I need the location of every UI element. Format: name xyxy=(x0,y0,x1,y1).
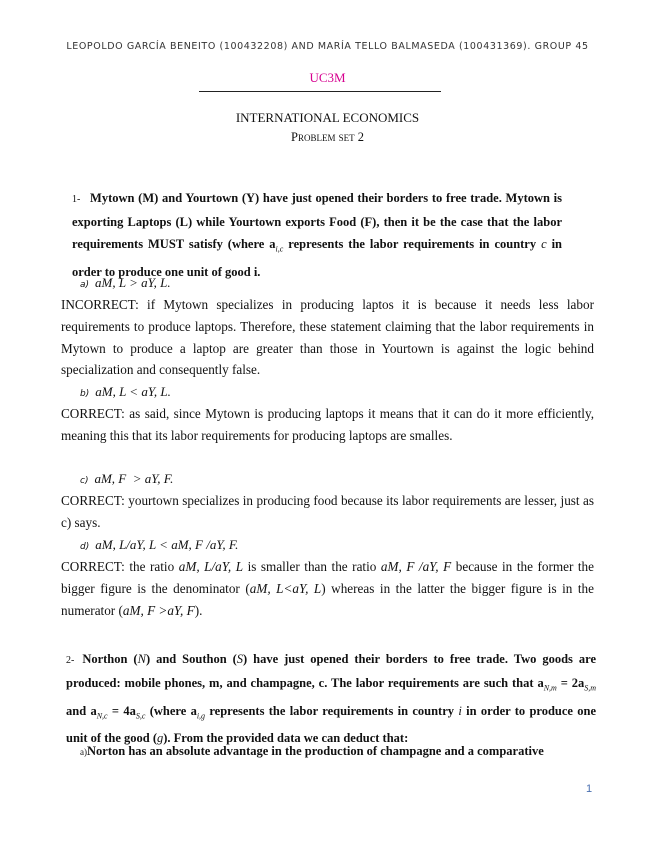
subscript: S,c xyxy=(135,711,146,720)
answer-text: because in the former the bigger figure is the denominator ( xyxy=(61,559,595,596)
option-expression: aM, F > aY, F. xyxy=(94,471,174,486)
option-expression: aM, L > aY, L. xyxy=(95,275,171,290)
inequality-expression: aM, L<aY, L xyxy=(249,580,322,596)
variable: i xyxy=(458,703,462,718)
question-text: Northon ( xyxy=(82,652,138,666)
ratio-expression: aM, F /aY, F xyxy=(380,559,452,574)
page-number: 1 xyxy=(586,783,593,795)
question-text-end: in order to produce one unit of good i. xyxy=(72,237,562,279)
option-a xyxy=(80,275,171,291)
answer-c: CORRECT: yourtown specializes in producing food because its labor requirements are lesser, just as c) says. xyxy=(61,493,594,530)
option-b xyxy=(80,384,171,400)
answer-a: INCORRECT: if Mytown specializes in producing laptos it is because it needs less labor requirements to produce laptops. Therefore, these statement claiming that the labor requirements in Mytown to produce a laptop are greater than those in Yourtown is against the logic behind specialization and consequently false. xyxy=(61,297,594,378)
answer-text: is smaller than the ratio xyxy=(243,559,381,574)
option-label: d) xyxy=(80,542,90,552)
question-text: represents the labor requirements in country xyxy=(205,703,459,718)
question-2 xyxy=(66,648,596,749)
answer-b: CORRECT: as said, since Mytown is producing laptops it means that it can do it more efficiently, meaning this that its labor requirements for producing laptops are smalles. xyxy=(61,406,594,443)
variable: c xyxy=(541,237,547,251)
inequality-expression: aM, F >aY, F xyxy=(122,602,195,618)
question-text: = 4a xyxy=(107,703,136,718)
variable: g xyxy=(156,731,164,745)
question-text: in order to produce one unit of the good ( xyxy=(66,703,597,745)
authors-header: LEOPOLDO GARCÍA BENEITO (100432208) AND MARÍA TELLO BALMASEDA (100431369). GROUP 45 xyxy=(66,41,589,52)
option-label: a) xyxy=(80,280,90,290)
option-label: c) xyxy=(80,476,89,486)
problem-set-title: Problem set 2 xyxy=(291,130,364,144)
ratio-expression: aM, L/aY, L xyxy=(178,559,244,574)
course-title: INTERNATIONAL ECONOMICS xyxy=(235,110,420,125)
question-number: 1- xyxy=(72,194,81,205)
question-text: = 2a xyxy=(556,676,585,690)
option-label: a) xyxy=(80,747,87,757)
option-text: Norton has an absolute advantage in the production of champagne and a comparative xyxy=(87,744,544,758)
subscript: S,m xyxy=(584,683,597,693)
subscript: N,m xyxy=(543,683,557,693)
header-rule xyxy=(199,91,441,92)
option-label: b) xyxy=(80,389,90,399)
variable: N xyxy=(137,652,146,666)
option-expression: aM, L < aY, L. xyxy=(95,384,171,399)
question-2-option-a xyxy=(80,744,544,759)
subscript: i,c xyxy=(275,244,284,254)
question-text: ). From the provided data we can deduct that: xyxy=(163,731,409,745)
institution-label: UC3M xyxy=(309,70,346,85)
question-text: ) have just opened their borders to free trade. Two goods are produced: mobile phones, m, and champagne, c. The labor requirements are such that a xyxy=(66,652,596,690)
question-text: Mytown (M) and Yourtown (Y) have just opened their borders to free trade. Mytown is exporting Laptops (L) while Yourtown exports Food (F), then it be the case that the labor requirements MUST satisfy (where a xyxy=(72,191,562,251)
question-text-cont: represents the labor requirements in country xyxy=(283,237,542,251)
question-1 xyxy=(72,187,562,283)
answer-d xyxy=(61,556,594,621)
subscript: i,g xyxy=(196,711,206,720)
question-text: ) and Southon ( xyxy=(145,652,237,666)
question-text: (where a xyxy=(145,703,197,718)
option-d xyxy=(80,537,238,553)
answer-text: ) whereas in the latter the bigger figure is in the numerator ( xyxy=(61,580,594,618)
option-expression: aM, L/aY, L < aM, F /aY, F. xyxy=(95,537,239,552)
answer-text: CORRECT: the ratio xyxy=(61,559,179,574)
answer-text: ). xyxy=(194,602,203,618)
option-c xyxy=(80,471,173,487)
variable: S xyxy=(236,652,244,666)
subscript: N,c xyxy=(96,711,108,720)
question-number: 2- xyxy=(66,655,75,666)
question-text: and a xyxy=(66,703,97,718)
